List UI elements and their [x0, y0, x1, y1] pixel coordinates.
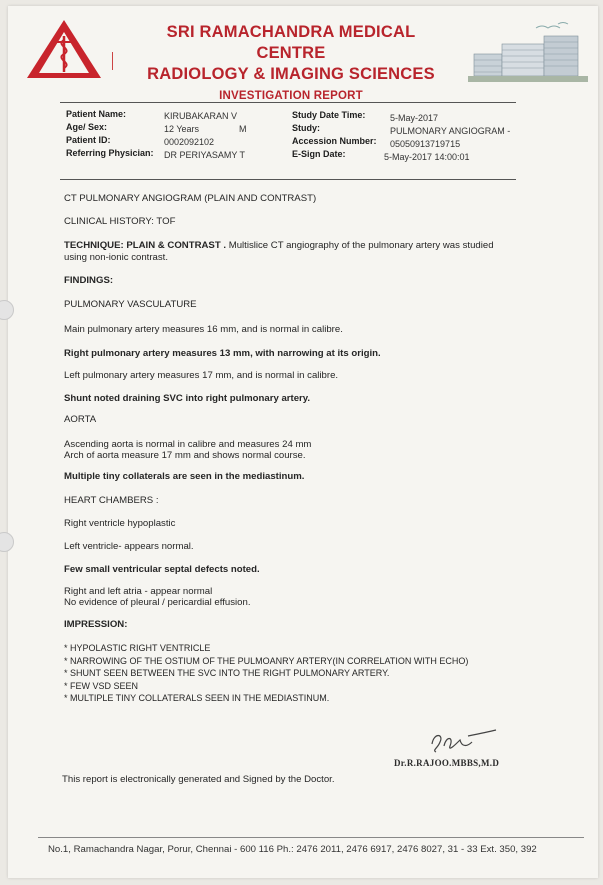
heart-finding-4: Right and left atria - appear normal — [64, 586, 213, 597]
technique-line — [64, 240, 494, 252]
study-name: PULMONARY ANGIOGRAM - — [390, 126, 511, 136]
impression-item: * NARROWING OF THE OSTIUM OF THE PULMOANRY ARTERY(IN CORRELATION WITH ECHO) — [64, 655, 469, 666]
patient-name: KIRUBAKARAN V — [164, 111, 238, 121]
technique-text: Multislice CT angiography of the pulmonary artery was studied — [226, 240, 494, 251]
report-type: INVESTIGATION REPORT — [219, 90, 363, 102]
study-labels — [292, 109, 377, 161]
title-block — [136, 22, 446, 102]
heart-finding-3: Few small ventricular septal defects noted. — [64, 564, 260, 575]
impression-item: * FEW VSD SEEN — [64, 680, 139, 691]
accession-number: 05050913719715 — [390, 139, 461, 149]
aorta-heading: AORTA — [64, 414, 97, 425]
hospital-building-icon — [468, 20, 588, 86]
accession-label: Accession Number: — [292, 136, 377, 146]
header-divider — [60, 102, 516, 103]
footer-address: No.1, Ramachandra Nagar, Porur, Chennai - 600 116 Ph.: 2476 2011, 2476 6917, 2476 8027, 31 - 33 Ext. 350, 392 — [48, 844, 537, 855]
doctor-signature — [428, 726, 498, 756]
impression-heading: IMPRESSION: — [64, 619, 128, 630]
caduceus-triangle-logo — [25, 18, 103, 80]
aorta-finding-2: Arch of aorta measure 17 mm and shows normal course. — [64, 450, 306, 461]
heart-finding-5: No evidence of pleural / pericardial effusion. — [64, 597, 251, 608]
heart-finding-2: Left ventricle- appears normal. — [64, 541, 194, 552]
study-label: Study: — [292, 123, 320, 133]
heart-finding-1: Right ventricle hypoplastic — [64, 518, 176, 529]
findings-heading: FINDINGS: — [64, 275, 114, 286]
study-date: 5-May-2017 — [390, 113, 439, 123]
study-values — [384, 112, 511, 164]
study-date-label: Study Date Time: — [292, 110, 366, 120]
aorta-finding-1: Ascending aorta is normal in calibre and measures 24 mm — [64, 439, 312, 450]
patient-divider — [60, 179, 516, 180]
patient-id: 0002092102 — [164, 137, 215, 147]
esign-date: 5-May-2017 14:00:01 — [384, 152, 470, 162]
patient-age: 12 Years M — [164, 124, 247, 134]
department-name: RADIOLOGY & IMAGING SCIENCES — [147, 65, 435, 83]
footer-divider — [38, 837, 584, 838]
referring-physician: DR PERIYASAMY T — [164, 150, 246, 160]
esign-label: E-Sign Date: — [292, 149, 346, 159]
impression-item: * HYPOLASTIC RIGHT VENTRICLE — [64, 643, 211, 653]
report-page — [8, 6, 598, 878]
pulmonary-finding-1: Main pulmonary artery measures 16 mm, and is normal in calibre. — [64, 324, 343, 335]
pulmonary-finding-3: Left pulmonary artery measures 17 mm, and is normal in calibre. — [64, 370, 339, 381]
collaterals-finding: Multiple tiny collaterals are seen in the mediastinum. — [64, 471, 305, 482]
age-sex-label: Age/ Sex: — [66, 122, 108, 132]
technique-label: TECHNIQUE: PLAIN & CONTRAST . — [64, 240, 227, 251]
patient-name-label: Patient Name: — [66, 109, 127, 119]
hospital-name: SRI RAMACHANDRA MEDICAL CENTRE — [166, 23, 416, 62]
impression-list — [64, 642, 468, 705]
impression-item: * MULTIPLE TINY COLLATERALS SEEN IN THE MEDIASTINUM. — [64, 693, 330, 704]
patient-values — [164, 110, 247, 162]
patient-sex: M — [239, 124, 247, 134]
doctor-name: Dr.R.RAJOO.MBBS,M.D — [394, 758, 500, 768]
clinical-history: CLINICAL HISTORY: TOF — [64, 216, 176, 227]
pulmonary-heading: PULMONARY VASCULATURE — [64, 299, 197, 310]
exam-title: CT PULMONARY ANGIOGRAM (PLAIN AND CONTRAST) — [64, 193, 317, 204]
patient-info — [66, 108, 154, 160]
logo-divider — [112, 52, 113, 70]
technique-line-2: using non-ionic contrast. — [64, 252, 168, 263]
pulmonary-finding-4: Shunt noted draining SVC into right pulmonary artery. — [64, 393, 311, 404]
heart-heading: HEART CHAMBERS : — [64, 495, 159, 506]
electronic-signature-note: This report is electronically generated and Signed by the Doctor. — [62, 774, 335, 785]
patient-id-label: Patient ID: — [66, 135, 111, 145]
pulmonary-finding-2: Right pulmonary artery measures 13 mm, with narrowing at its origin. — [64, 348, 381, 359]
impression-item: * SHUNT SEEN BETWEEN THE SVC INTO THE RIGHT PULMONARY ARTERY. — [64, 668, 390, 679]
referring-physician-label: Referring Physician: — [66, 148, 154, 158]
